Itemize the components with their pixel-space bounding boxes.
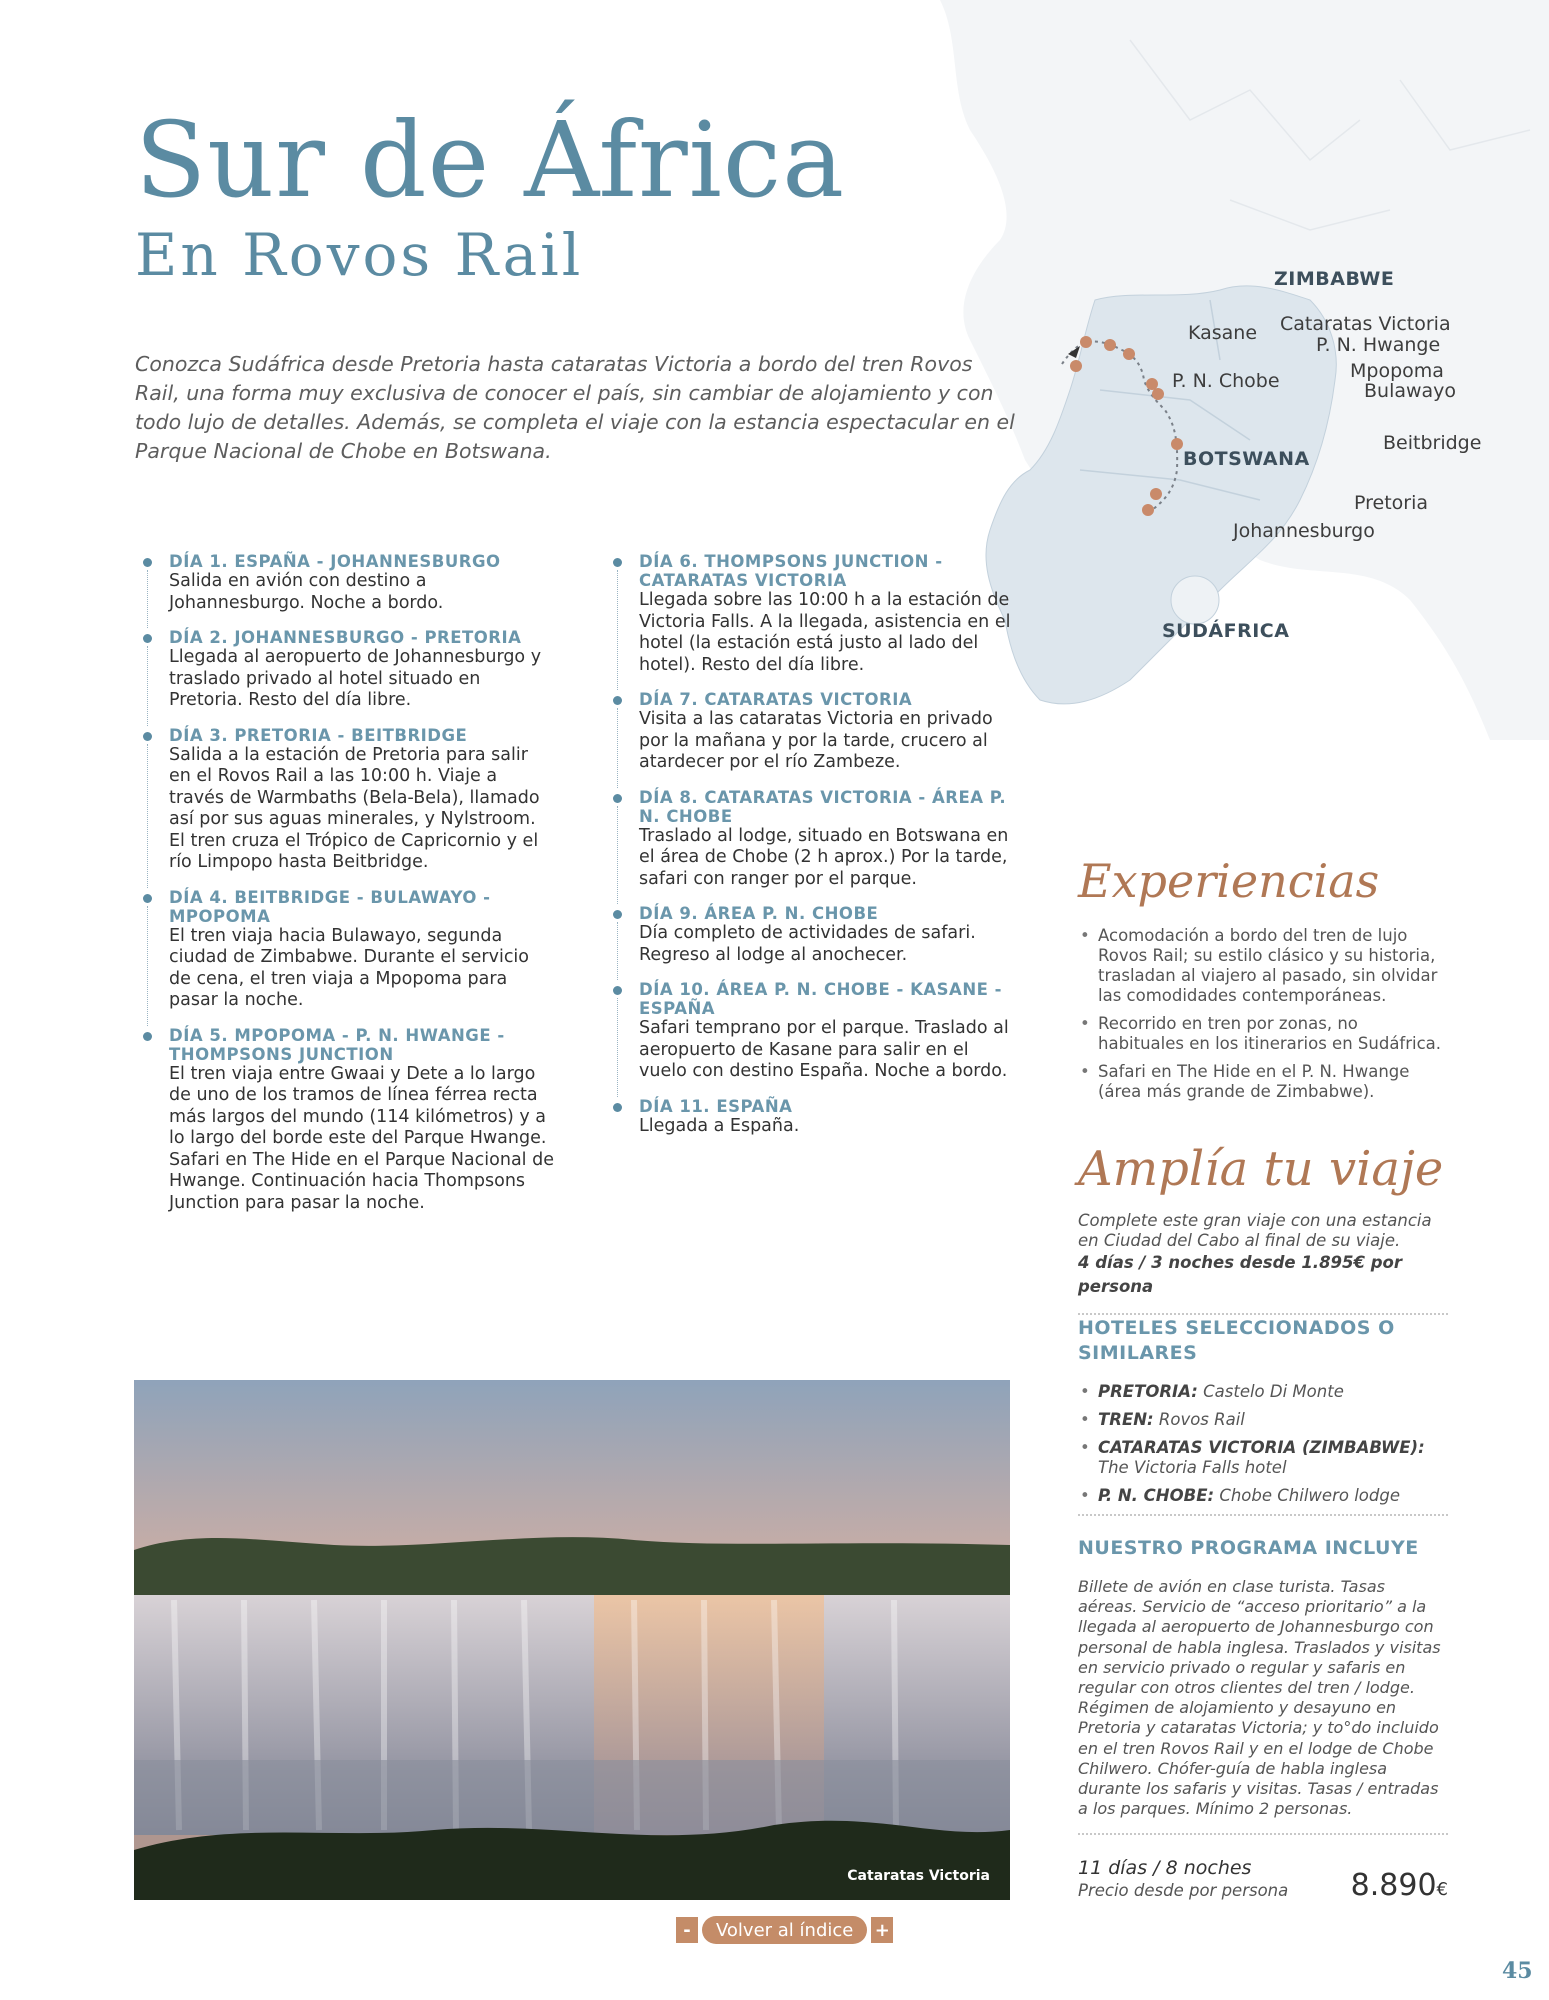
- day-item: [605, 552, 1015, 676]
- incluye-text: Billete de avión en clase turista. Tasas aéreas. Servicio de “acceso prioritario” a la llegada al aeropuerto de Johannesburgo con personal de habla inglesa. Traslados y visitas en servicio privado o regular y safaris en regular con otros clientes del tren / lodge. Régimen de alojamiento y desayuno en Pretoria y cataratas Victoria; y to°do incluido en el tren Rovos Rail y en el lodge de Chobe Chilwero. Chófer-guía de habla inglesa durante los safaris y visitas. Tasas / entradas a los parques. Mínimo 2 personas.: [1078, 1577, 1441, 1819]
- map-country-botswana: BOTSWANA: [1183, 448, 1310, 470]
- itinerary-right: [605, 552, 1015, 1151]
- prev-page-button[interactable]: -: [676, 1917, 698, 1943]
- day-text: Traslado al lodge, situado en Botswana en el área de Chobe (2 h aprox.) Por la tarde, safari con ranger por el parque.: [639, 825, 1009, 889]
- price-amount: 8.890: [1350, 1868, 1437, 1903]
- map-label-cataratas: Cataratas Victoria: [1280, 313, 1451, 335]
- list-item: [1078, 1486, 1448, 1506]
- day-title: DÍA 6. THOMPSONS JUNCTION - CATARATAS VICTORIA: [639, 552, 943, 590]
- victoria-falls-photo: [134, 1380, 1010, 1900]
- day-text: Visita a las cataratas Victoria en privado por la mañana y por la tarde, crucero al atardecer por el río Zambeze.: [639, 709, 993, 772]
- day-item: [135, 888, 555, 1012]
- map-label-beitbridge: Beitbridge: [1383, 432, 1482, 454]
- stop-hwange: [1123, 348, 1135, 360]
- stop-johannesburgo: [1142, 504, 1154, 516]
- map-country-sudafrica: SUDÁFRICA: [1162, 620, 1290, 642]
- amplia-price: 4 días / 3 noches desde 1.895€ por persona: [1078, 1253, 1403, 1296]
- price-value: [1351, 1868, 1448, 1903]
- itinerary-left: [135, 552, 555, 1228]
- day-item: [605, 788, 1015, 891]
- stop-beitbridge: [1171, 438, 1183, 450]
- day-item: [605, 1097, 1015, 1138]
- day-item: [605, 980, 1015, 1083]
- hoteles-section: [1078, 1316, 1448, 1516]
- day-title: DÍA 4. BEITBRIDGE - BULAWAYO - MPOPOMA: [169, 887, 491, 926]
- day-item: [135, 628, 555, 712]
- day-title: DÍA 9. ÁREA P. N. CHOBE: [639, 904, 879, 923]
- day-title: DÍA 2. JOHANNESBURGO - PRETORIA: [169, 628, 522, 647]
- day-item: [605, 690, 1015, 774]
- waterfall-illustration: [134, 1380, 1010, 1900]
- day-text: El tren viaja hacia Bulawayo, segunda ciudad de Zimbabwe. Durante el servicio de cena, el tren viaja a Mpopoma para pasar la noche.: [169, 925, 530, 1010]
- hotel-place: CATARATAS VICTORIA (ZIMBABWE):: [1098, 1438, 1425, 1457]
- day-text: Salida en avión con destino a Johannesburgo. Noche a bordo.: [169, 571, 444, 613]
- divider: [1078, 1313, 1448, 1315]
- stop-chobe: [1070, 360, 1082, 372]
- page-number: 45: [1502, 1958, 1533, 1984]
- amplia-text: Complete este gran viaje con una estancia en Ciudad del Cabo al final de su viaje.: [1078, 1211, 1432, 1250]
- experiencias-list: [1078, 926, 1448, 1102]
- day-text: El tren viaja entre Gwaai y Dete a lo largo de uno de los tramos de línea férrea recta más largos del mundo (114 kilómetros) y a lo largo del borde este del Parque Hwange. Safari en The Hide en el Parque Nacional de Hwange. Continuación hacia Thompsons Junction para pasar la noche.: [169, 1063, 554, 1213]
- day-title: DÍA 10. ÁREA P. N. CHOBE - KASANE - ESPAÑA: [639, 980, 1002, 1018]
- page-subtitle: En Rovos Rail: [135, 221, 584, 289]
- experiencias-section: [1078, 854, 1448, 1110]
- day-title: DÍA 8. CATARATAS VICTORIA - ÁREA P. N. CHOBE: [639, 787, 1007, 826]
- day-text: Llegada al aeropuerto de Johannesburgo y traslado privado al hotel situado en Pretoria. Resto del día libre.: [169, 647, 542, 710]
- lesotho-shape: [1171, 576, 1219, 624]
- incluye-section: [1078, 1536, 1448, 1835]
- list-item: • Recorrido en tren por zonas, no habituales en los itinerarios en Sudáfrica.: [1078, 1014, 1448, 1054]
- day-title: DÍA 11. ESPAÑA: [639, 1096, 793, 1116]
- hotel-place: TREN:: [1098, 1410, 1154, 1429]
- hoteles-title: HOTELES SELECCIONADOS O SIMILARES: [1078, 1317, 1395, 1364]
- list-item: [1078, 1438, 1448, 1478]
- day-text: Llegada sobre las 10:00 h a la estación de Victoria Falls. A la llegada, asistencia en el hotel (la estación está justo al lado del hotel). Resto del día libre.: [639, 590, 1011, 675]
- map-label-kasane: Kasane: [1188, 322, 1258, 344]
- list-item: • Acomodación a bordo del tren de lujo Rovos Rail; su estilo clásico y su historia, trasladan al viajero al pasado, sin olvidar las comodidades contemporáneas.: [1078, 926, 1448, 1006]
- price-block: [1078, 1856, 1448, 1912]
- hotel-name: The Victoria Falls hotel: [1098, 1458, 1287, 1477]
- intro-text: Conozca Sudáfrica desde Pretoria hasta cataratas Victoria a bordo del tren Rovos Rail, una forma muy exclusiva de conocer el país, sin cambiar de alojamiento y con todo lujo de detalles. Además, se completa el viaje con la estancia espectacular en el Parque Nacional de Chobe en Botswana.: [135, 352, 1015, 463]
- hotel-name: Castelo Di Monte: [1203, 1382, 1344, 1401]
- incluye-title: NUESTRO PROGRAMA INCLUYE: [1078, 1537, 1419, 1559]
- list-item: • Safari en The Hide en el P. N. Hwange (área más grande de Zimbabwe).: [1078, 1062, 1448, 1102]
- hotel-name: Rovos Rail: [1158, 1410, 1245, 1429]
- hotel-name: Chobe Chilwero lodge: [1219, 1486, 1400, 1505]
- price-duration: 11 días / 8 noches: [1078, 1857, 1252, 1879]
- map-label-bulawayo: Bulawayo: [1364, 380, 1457, 402]
- map-label-chobe: P. N. Chobe: [1172, 370, 1280, 392]
- list-item: [1078, 1382, 1448, 1402]
- day-text: Día completo de actividades de safari. Regreso al lodge al anochecer.: [639, 923, 976, 965]
- day-item: [135, 726, 555, 874]
- divider: [1078, 1833, 1448, 1835]
- price-label: Precio desde por persona: [1078, 1881, 1289, 1900]
- page-title: Sur de África: [135, 99, 846, 221]
- day-text: Salida a la estación de Pretoria para salir en el Rovos Rail a las 10:00 h. Viaje a través de Warmbaths (Bela-Bela), llamado así por sus aguas minerales, y Nylstroom. El tren cruza el Trópico de Capricornio y el río Limpopo hasta Beitbridge.: [169, 744, 540, 872]
- map-country-zimbabwe: ZIMBABWE: [1274, 268, 1395, 290]
- day-text: Safari temprano por el parque. Traslado al aeropuerto de Kasane para salir en el vuelo con destino España. Noche a bordo.: [639, 1018, 1009, 1081]
- hoteles-list: [1078, 1382, 1448, 1506]
- stop-pretoria: [1150, 488, 1162, 500]
- hotel-place: PRETORIA:: [1098, 1382, 1198, 1401]
- day-item: [135, 552, 555, 614]
- stop-mpopoma: [1146, 378, 1158, 390]
- price-currency: €: [1436, 1879, 1448, 1900]
- hotel-place: P. N. CHOBE:: [1098, 1486, 1215, 1505]
- index-navigation: [676, 1915, 893, 1945]
- day-item: [135, 1026, 555, 1215]
- map-label-johannesburgo: Johannesburgo: [1233, 520, 1375, 542]
- next-page-button[interactable]: +: [871, 1917, 893, 1943]
- map-label-pretoria: Pretoria: [1354, 492, 1429, 514]
- map-label-mpopoma: Mpopoma: [1350, 360, 1444, 382]
- day-text: Llegada a España.: [639, 1115, 800, 1136]
- photo-caption: Cataratas Victoria: [847, 1868, 990, 1884]
- amplia-section: [1078, 1141, 1448, 1315]
- map-label-hwange: P. N. Hwange: [1316, 334, 1441, 356]
- stop-kasane: [1080, 336, 1092, 348]
- amplia-title: Amplía tu viaje: [1078, 1141, 1444, 1197]
- day-item: [605, 904, 1015, 966]
- stop-cataratas: [1104, 339, 1116, 351]
- experiencias-title: Experiencias: [1078, 854, 1380, 908]
- divider: [1078, 1514, 1448, 1516]
- day-title: DÍA 1. ESPAÑA - JOHANNESBURGO: [169, 552, 501, 571]
- list-item: [1078, 1410, 1448, 1430]
- back-to-index-button[interactable]: Volver al índice: [702, 1916, 867, 1944]
- day-title: DÍA 3. PRETORIA - BEITBRIDGE: [169, 725, 468, 745]
- stop-bulawayo: [1152, 388, 1164, 400]
- day-title: DÍA 5. MPOPOMA - P. N. HWANGE - THOMPSONS JUNCTION: [169, 1025, 505, 1064]
- day-title: DÍA 7. CATARATAS VICTORIA: [639, 690, 913, 709]
